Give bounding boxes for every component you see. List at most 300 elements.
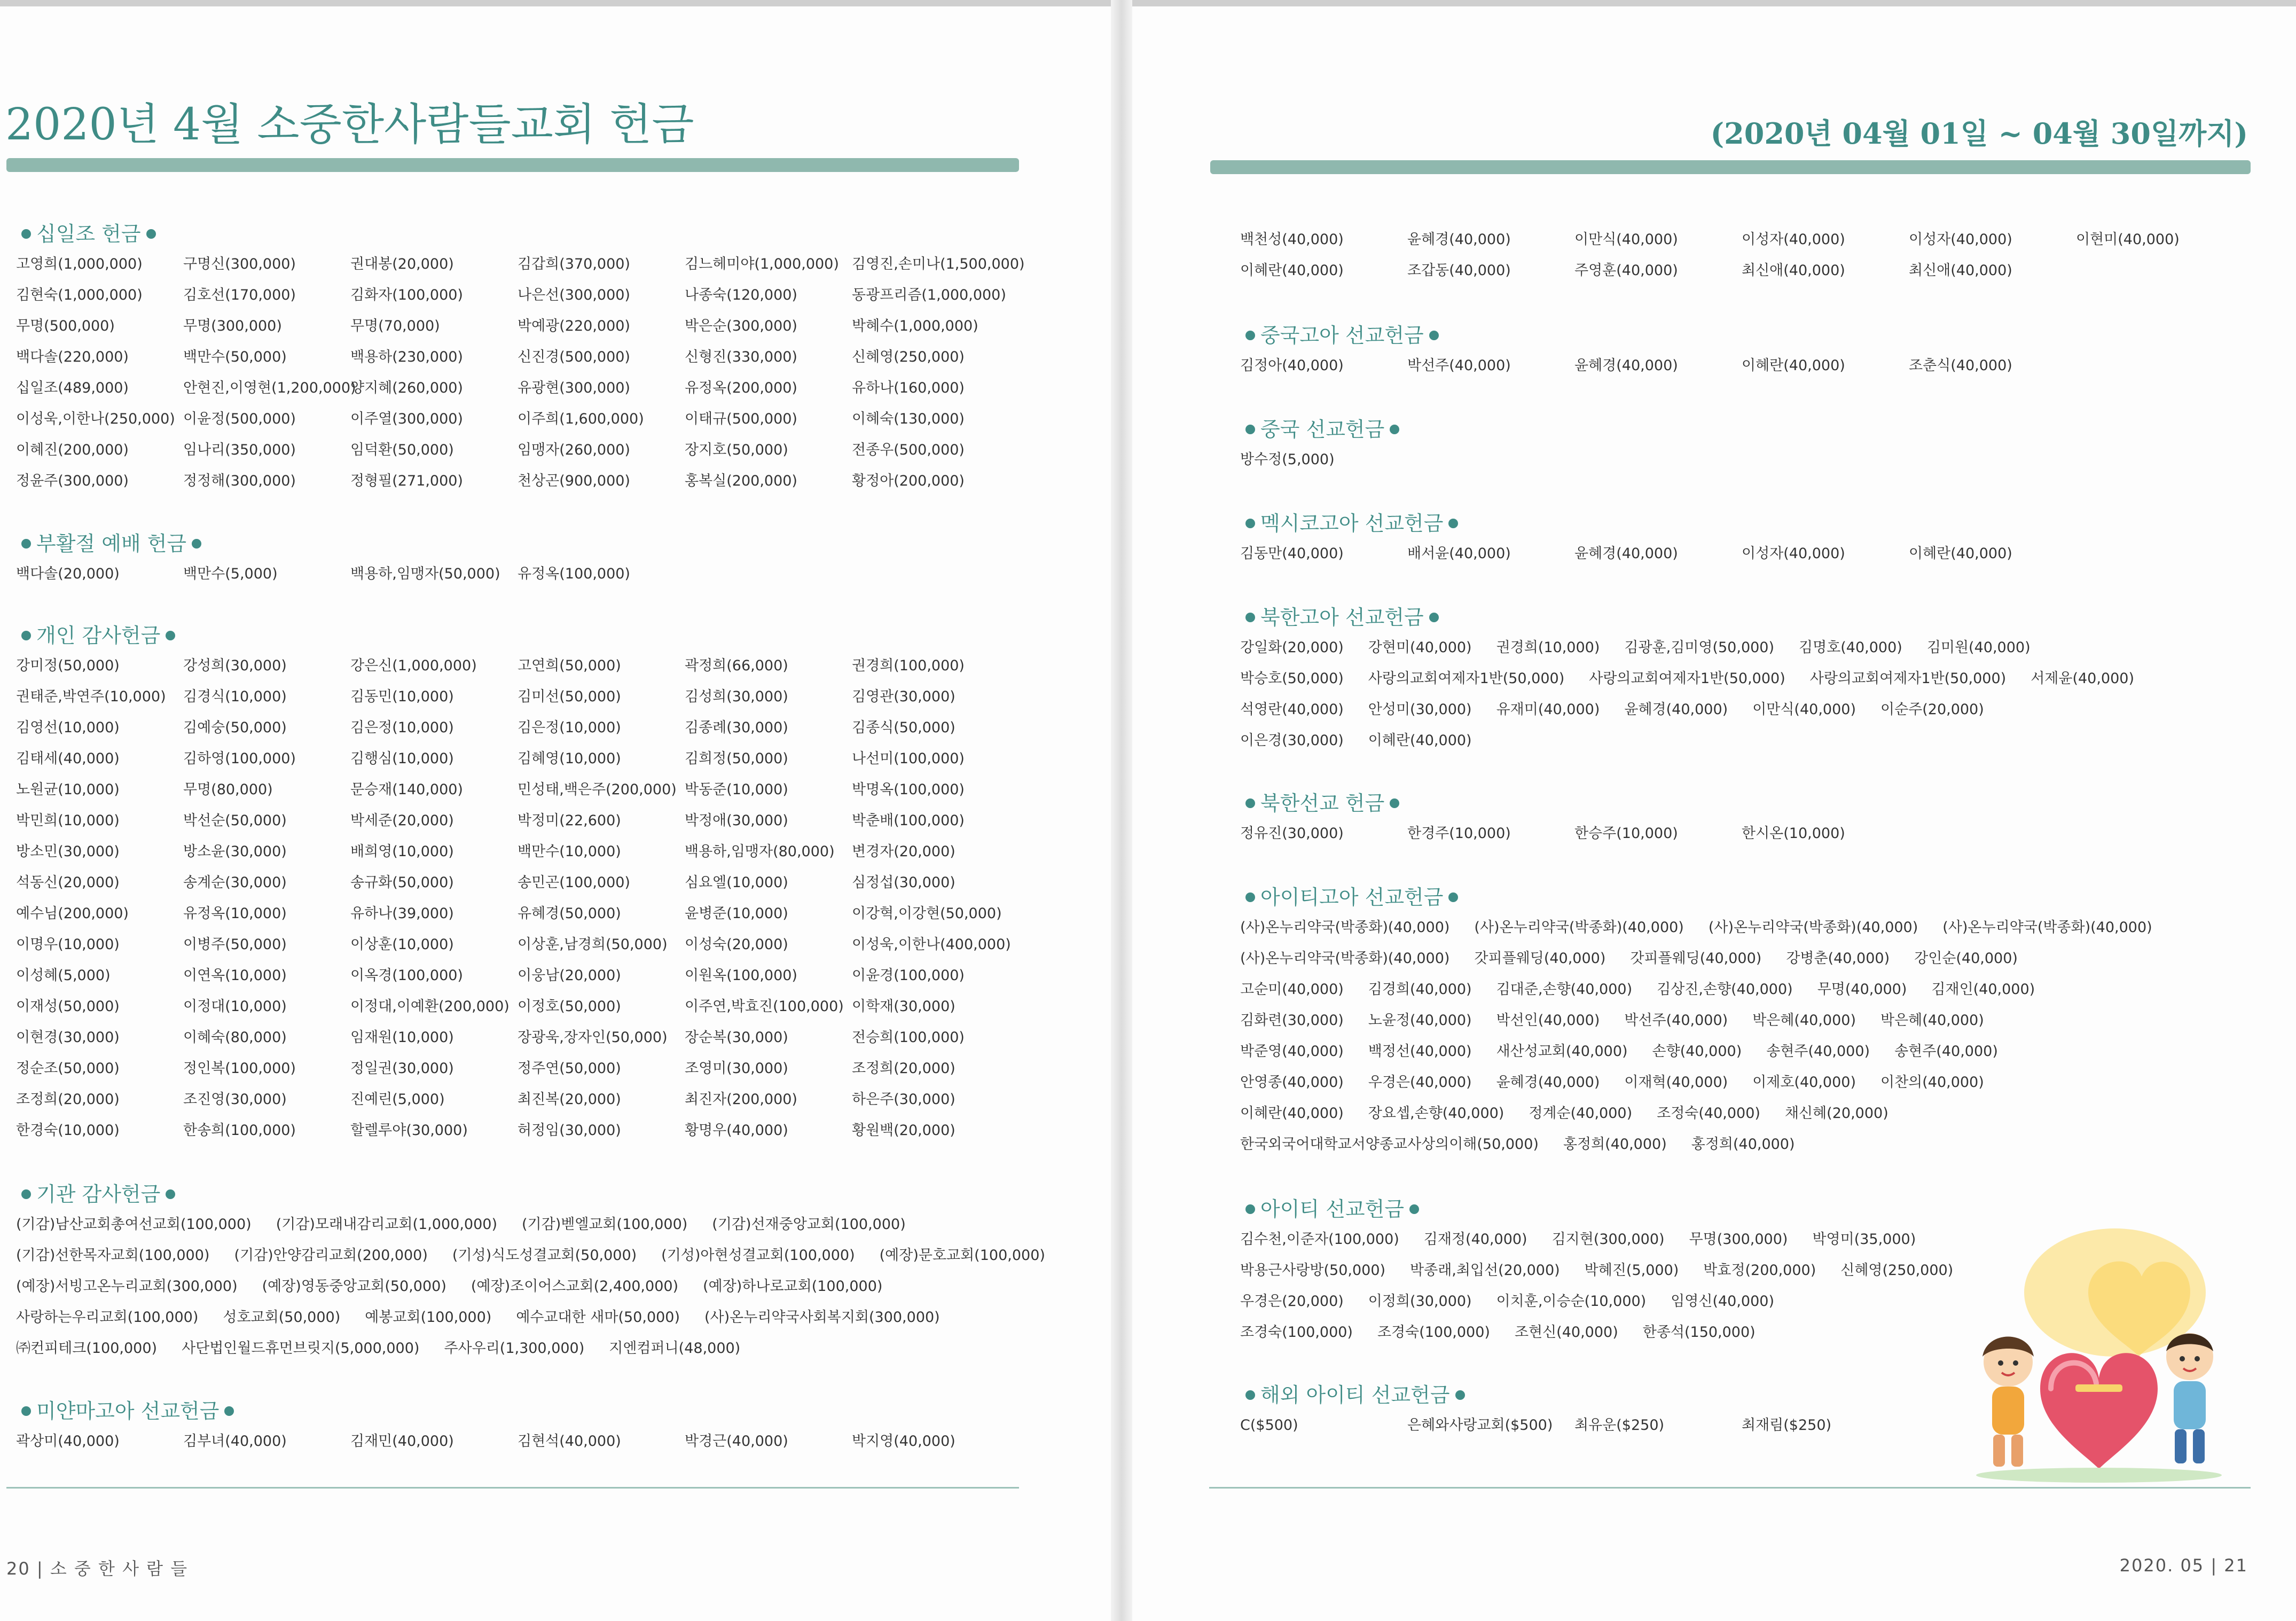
donor-entry: 김하영(100,000) xyxy=(183,750,296,767)
teal-dot-icon xyxy=(224,1406,234,1416)
section-title: 멕시코고아 선교헌금 xyxy=(1240,508,2243,538)
footer-rule xyxy=(1209,1487,2251,1489)
entry-grid xyxy=(16,559,1019,590)
donor-entry: 백다솔(220,000) xyxy=(16,349,129,365)
donor-entry: 손향(40,000) xyxy=(1652,1043,1742,1060)
right-page xyxy=(1132,0,2296,1621)
section-personal-thanks xyxy=(16,621,1019,1146)
donor-entry: 정순조(50,000) xyxy=(16,1060,120,1077)
donor-entry: 김경식(10,000) xyxy=(183,688,287,705)
donor-entry: 김재정(40,000) xyxy=(1423,1231,1527,1248)
section-china xyxy=(1240,414,2243,475)
entry-row xyxy=(1240,725,2159,756)
donor-entry: (사)온누리약국(박종화)(40,000) xyxy=(1708,919,1918,936)
donor-entry: 이혜숙(80,000) xyxy=(183,1029,287,1046)
page-footer xyxy=(2120,1555,2248,1576)
donor-entry: 할렐루야(30,000) xyxy=(350,1122,468,1139)
donor-entry: 조경숙(100,000) xyxy=(1377,1324,1490,1341)
entry-rows xyxy=(1240,912,2177,1160)
donor-entry: 신진경(500,000) xyxy=(518,349,630,365)
footer-rule xyxy=(6,1487,1019,1489)
donor-entry: 하은주(30,000) xyxy=(852,1091,955,1108)
donor-entry: 전종우(500,000) xyxy=(852,442,965,458)
date-range: (2020년 04월 01일 ~ 04월 30일까지) xyxy=(1710,116,2248,151)
entry-row xyxy=(16,1240,1070,1271)
donor-entry: 신형진(330,000) xyxy=(685,349,797,365)
donor-entry: 김광훈,김미영(50,000) xyxy=(1624,639,1775,656)
donor-entry: 십일조(489,000) xyxy=(16,380,129,396)
entry-row xyxy=(1240,694,2159,725)
donor-entry: 조경숙(100,000) xyxy=(1240,1324,1353,1341)
page-number: 20 xyxy=(6,1559,30,1579)
donor-entry: 박세준(20,000) xyxy=(350,812,454,829)
donor-entry: ㈜컨피테크(100,000) xyxy=(16,1340,158,1357)
donor-entry: 조정숙(40,000) xyxy=(1657,1105,1760,1122)
section-title: 아이티고아 선교헌금 xyxy=(1240,882,2177,912)
donor-entry: 박선주(40,000) xyxy=(1624,1012,1728,1029)
donor-entry: 임나리(350,000) xyxy=(183,442,296,458)
donor-entry: 유하나(39,000) xyxy=(350,905,454,922)
donor-entry: 김동민(10,000) xyxy=(350,688,454,705)
donor-entry: 석영란(40,000) xyxy=(1240,701,1344,718)
section-title: 개인 감사헌금 xyxy=(16,621,1019,651)
donor-entry: 채신혜(20,000) xyxy=(1784,1105,1888,1122)
donor-entry: 우경은(20,000) xyxy=(1240,1293,1344,1310)
teal-dot-icon xyxy=(192,539,201,549)
donor-entry: 김영진,손미나(1,500,000) xyxy=(852,256,1025,272)
donor-entry: (기감)벧엘교회(100,000) xyxy=(522,1216,688,1233)
donor-entry: 고영희(1,000,000) xyxy=(16,256,143,272)
donor-entry: 변경자(20,000) xyxy=(852,843,955,860)
teal-dot-icon xyxy=(146,229,156,239)
entry-row xyxy=(16,1209,1070,1240)
donor-entry: 고순미(40,000) xyxy=(1240,981,1344,998)
teal-dot-icon xyxy=(1429,613,1439,622)
donor-entry: 김현숙(1,000,000) xyxy=(16,287,143,303)
section-continued xyxy=(1240,224,2243,286)
entry-row xyxy=(1240,1098,2177,1129)
teal-dot-icon xyxy=(1409,1204,1419,1214)
donor-entry: 김호선(170,000) xyxy=(183,287,296,303)
donor-entry: 한승주(10,000) xyxy=(1574,825,1678,842)
entry-grid xyxy=(16,1426,1019,1457)
donor-entry: 조춘식(40,000) xyxy=(1909,357,2012,374)
donor-entry: 김느헤미야(1,000,000) xyxy=(685,256,839,272)
teal-dot-icon xyxy=(21,1189,31,1199)
donor-entry: 한시온(10,000) xyxy=(1742,825,1845,842)
donor-entry: 최유운($250) xyxy=(1574,1417,1665,1434)
donor-entry: 이정희(30,000) xyxy=(1368,1293,1472,1310)
entry-row xyxy=(16,1302,1070,1333)
donor-entry: 박용근사랑방(50,000) xyxy=(1240,1262,1386,1279)
donor-entry: 박정미(22,600) xyxy=(518,812,621,829)
section-title: 부활절 예배 헌금 xyxy=(16,529,1019,559)
donor-entry: 이강혁,이강현(50,000) xyxy=(852,905,1002,922)
donor-entry: 사랑하는우리교회(100,000) xyxy=(16,1309,199,1326)
donor-entry: (사)온누리약국(박종화)(40,000) xyxy=(1942,919,2152,936)
section-china-adopt xyxy=(1240,320,2243,381)
donor-entry: 이주연,박효진(100,000) xyxy=(685,998,844,1015)
donor-entry: 양지혜(260,000) xyxy=(350,380,463,396)
donor-entry: 김종례(30,000) xyxy=(685,719,788,736)
donor-entry: 박은혜(40,000) xyxy=(1752,1012,1856,1029)
donor-entry: 무명(80,000) xyxy=(183,781,273,798)
donor-entry: 갓피플웨딩(40,000) xyxy=(1630,950,1762,967)
donor-entry: 조영미(30,000) xyxy=(685,1060,788,1077)
donor-entry: 한송희(100,000) xyxy=(183,1122,296,1139)
donor-entry: 곽상미(40,000) xyxy=(16,1433,120,1450)
section-nk-adopt xyxy=(1240,602,2159,756)
donor-entry: (예장)영동중앙교회(50,000) xyxy=(262,1278,446,1295)
donor-entry: 나종숙(120,000) xyxy=(685,287,797,303)
section-title: 북한선교 헌금 xyxy=(1240,788,2243,818)
page-spine xyxy=(1111,0,1132,1621)
donor-entry: 예수교대한 새마(50,000) xyxy=(516,1309,680,1326)
entry-row xyxy=(1240,974,2177,1005)
donor-entry: 정주연(50,000) xyxy=(518,1060,621,1077)
donor-entry: 안영종(40,000) xyxy=(1240,1074,1344,1091)
title-underline-bar xyxy=(1210,160,2251,174)
donor-entry: 박승호(50,000) xyxy=(1240,670,1344,687)
donor-entry: (기감)모래내감리교회(1,000,000) xyxy=(276,1216,497,1233)
donor-entry: 윤혜경(40,000) xyxy=(1407,231,1511,248)
donor-entry: 동광프리즘(1,000,000) xyxy=(852,287,1006,303)
entry-grid xyxy=(1240,538,2243,569)
teal-dot-icon xyxy=(1455,1390,1465,1400)
section-title: 미얀마고아 선교헌금 xyxy=(16,1396,1019,1426)
donor-entry: 이재성(50,000) xyxy=(16,998,120,1015)
donor-entry: 이주열(300,000) xyxy=(350,411,463,427)
donor-entry: 이제호(40,000) xyxy=(1752,1074,1856,1091)
donor-entry: 무명(300,000) xyxy=(1689,1231,1788,1248)
section-title: 북한고아 선교헌금 xyxy=(1240,602,2159,632)
teal-dot-icon xyxy=(1448,892,1458,902)
donor-entry: (기감)남산교회총여선교회(100,000) xyxy=(16,1216,252,1233)
donor-entry: 정윤주(300,000) xyxy=(16,473,129,489)
donor-entry: 김영관(30,000) xyxy=(852,688,955,705)
donor-entry: 송계순(30,000) xyxy=(183,874,287,891)
donor-entry: (기감)선한목자교회(100,000) xyxy=(16,1247,210,1264)
issue-date: 2020. 05 xyxy=(2119,1555,2205,1576)
donor-entry: 이혜란(40,000) xyxy=(1742,357,1845,374)
donor-entry: 이찬의(40,000) xyxy=(1880,1074,1984,1091)
donor-entry: 사랑의교회여제자1반(50,000) xyxy=(1809,670,2007,687)
donor-entry: 박민희(10,000) xyxy=(16,812,120,829)
donor-entry: 한경주(10,000) xyxy=(1407,825,1511,842)
donor-entry: 김성희(30,000) xyxy=(685,688,788,705)
section-tithe xyxy=(16,219,1025,497)
donor-entry: 김예숭(50,000) xyxy=(183,719,287,736)
donor-entry: 이성욱,이한나(400,000) xyxy=(852,936,1011,953)
entry-grid xyxy=(1240,350,2243,381)
donor-entry: 김현석(40,000) xyxy=(518,1433,621,1450)
donor-entry: 이웅남(20,000) xyxy=(518,967,621,984)
donor-entry: 정형필(271,000) xyxy=(350,473,463,489)
footer-divider: | xyxy=(2211,1555,2224,1576)
donor-entry: 박효정(200,000) xyxy=(1703,1262,1816,1279)
donor-entry: 허정임(30,000) xyxy=(518,1122,621,1139)
donor-entry: 지엔컴퍼니(48,000) xyxy=(609,1340,741,1357)
entry-rows xyxy=(1240,632,2159,756)
entry-row xyxy=(1240,1036,2177,1067)
teal-dot-icon xyxy=(21,631,31,640)
donor-entry: 박경근(40,000) xyxy=(685,1433,788,1450)
page-title: 2020년 4월 소중한사람들교회 헌금 xyxy=(5,99,694,150)
donor-entry: 무명(70,000) xyxy=(350,318,440,334)
donor-entry: (예장)문호교회(100,000) xyxy=(879,1247,1045,1264)
donor-entry: 김경희(40,000) xyxy=(1368,981,1472,998)
donor-entry: 김미원(40,000) xyxy=(1926,639,2031,656)
page-footer xyxy=(6,1555,188,1580)
teal-dot-icon xyxy=(1245,1204,1255,1214)
donor-entry: 조갑동(40,000) xyxy=(1407,262,1511,279)
donor-entry: 임영신(40,000) xyxy=(1671,1293,1775,1310)
section-nk-mission xyxy=(1240,788,2243,849)
donor-entry: 박동준(10,000) xyxy=(685,781,788,798)
entry-grid xyxy=(1240,444,2243,475)
entry-row xyxy=(1240,1067,2177,1098)
donor-entry: 이성혜(5,000) xyxy=(16,967,111,984)
donor-entry: 한경숙(10,000) xyxy=(16,1122,120,1139)
donor-entry: 이상훈,남경희(50,000) xyxy=(518,936,668,953)
entry-row xyxy=(1240,1129,2177,1160)
donor-entry: 방수정(5,000) xyxy=(1240,451,1335,468)
donor-entry: 김종식(50,000) xyxy=(852,719,955,736)
donor-entry: 박지영(40,000) xyxy=(852,1433,955,1450)
donor-entry: 성호교회(50,000) xyxy=(223,1309,341,1326)
donor-entry: 백만수(5,000) xyxy=(183,566,278,582)
donor-entry: 이순주(20,000) xyxy=(1880,701,1984,718)
donor-entry: 김재인(40,000) xyxy=(1931,981,2035,998)
donor-entry: 안성미(30,000) xyxy=(1368,701,1472,718)
section-haiti-mission xyxy=(1240,1194,1978,1348)
donor-entry: 김명호(40,000) xyxy=(1799,639,1902,656)
donor-entry: 정정해(300,000) xyxy=(183,473,296,489)
donor-entry: 조진영(30,000) xyxy=(183,1091,287,1108)
donor-entry: 강현미(40,000) xyxy=(1368,639,1472,656)
donor-entry: 이은경(30,000) xyxy=(1240,732,1344,749)
donor-entry: 백천성(40,000) xyxy=(1240,231,1344,248)
donor-entry: 박혜수(1,000,000) xyxy=(852,318,978,334)
donor-entry: 이현경(30,000) xyxy=(16,1029,120,1046)
donor-entry: 유정옥(200,000) xyxy=(685,380,797,396)
donor-entry: 정일권(30,000) xyxy=(350,1060,454,1077)
donor-entry: 이윤정(500,000) xyxy=(183,411,296,427)
donor-entry: 정인복(100,000) xyxy=(183,1060,296,1077)
donor-entry: 강은신(1,000,000) xyxy=(350,657,477,674)
donor-entry: 이혜란(40,000) xyxy=(1909,545,2012,562)
donor-entry: 주사우리(1,300,000) xyxy=(444,1340,585,1357)
donor-entry: 강성희(30,000) xyxy=(183,657,287,674)
donor-entry: 한종석(150,000) xyxy=(1642,1324,1756,1341)
section-org-thanks xyxy=(16,1179,1070,1364)
teal-dot-icon xyxy=(1245,1390,1255,1400)
donor-entry: 송현주(40,000) xyxy=(1894,1043,1998,1060)
donor-entry: (예장)서빙고온누리교회(300,000) xyxy=(16,1278,238,1295)
donor-entry: (사)온누리약국(박종화)(40,000) xyxy=(1240,950,1450,967)
donor-entry: 예봉교회(100,000) xyxy=(365,1309,492,1326)
entry-row xyxy=(16,1333,1070,1364)
donor-entry: 김혜영(10,000) xyxy=(518,750,621,767)
donor-entry: 박예광(220,000) xyxy=(518,318,630,334)
donor-entry: 김동만(40,000) xyxy=(1240,545,1344,562)
donor-entry: 이옥경(100,000) xyxy=(350,967,463,984)
donor-entry: 최진복(20,000) xyxy=(518,1091,621,1108)
donor-entry: 장광욱,장자인(50,000) xyxy=(518,1029,668,1046)
teal-dot-icon xyxy=(1245,519,1255,528)
donor-entry: 무명(40,000) xyxy=(1817,981,1907,998)
donor-entry: 한국외국어대학교서양종교사상의이해(50,000) xyxy=(1240,1136,1539,1153)
donor-entry: 박종래,최입선(20,000) xyxy=(1410,1262,1560,1279)
donor-entry: 무명(500,000) xyxy=(16,318,115,334)
donor-entry: 방소윤(30,000) xyxy=(183,843,287,860)
donor-entry: 백용하,임맹자(50,000) xyxy=(350,566,500,582)
donor-entry: 이성자(40,000) xyxy=(1742,231,1845,248)
donor-entry: 박명옥(100,000) xyxy=(852,781,965,798)
donor-entry: 장순복(30,000) xyxy=(685,1029,788,1046)
teal-dot-icon xyxy=(21,229,31,239)
donor-entry: 곽정희(66,000) xyxy=(685,657,788,674)
donor-entry: 백용하(230,000) xyxy=(350,349,463,365)
donor-entry: 강병춘(40,000) xyxy=(1786,950,1890,967)
donor-entry: 사단법인월드휴먼브릿지(5,000,000) xyxy=(182,1340,420,1357)
donor-entry: 나선미(100,000) xyxy=(852,750,965,767)
donor-entry: 이원옥(100,000) xyxy=(685,967,797,984)
donor-entry: 정계순(40,000) xyxy=(1529,1105,1633,1122)
donor-entry: 황정아(200,000) xyxy=(852,473,965,489)
teal-dot-icon xyxy=(21,1406,31,1416)
section-title: 아이티 선교헌금 xyxy=(1240,1194,1978,1224)
donor-entry: 김화자(100,000) xyxy=(350,287,463,303)
donor-entry: 김행심(10,000) xyxy=(350,750,454,767)
entry-grid xyxy=(1240,224,2243,286)
donor-entry: 갓피플웨딩(40,000) xyxy=(1474,950,1606,967)
donor-entry: 최재림($250) xyxy=(1742,1417,1832,1434)
donor-entry: (기감)안양감리교회(200,000) xyxy=(234,1247,428,1264)
donor-entry: 김상진,손향(40,000) xyxy=(1657,981,1793,998)
donor-entry: 이혜란(40,000) xyxy=(1368,732,1472,749)
donor-entry: 임재원(10,000) xyxy=(350,1029,454,1046)
donor-entry: 김대준,손향(40,000) xyxy=(1496,981,1633,998)
donor-entry: 이윤경(100,000) xyxy=(852,967,965,984)
donor-entry: 안현진,이영현(1,200,000) xyxy=(183,380,356,396)
donor-entry: 주영훈(40,000) xyxy=(1574,262,1678,279)
section-title: 십일조 헌금 xyxy=(16,219,1019,249)
donor-entry: 이학재(30,000) xyxy=(852,998,955,1015)
donor-entry: 사랑의교회여제자1반(50,000) xyxy=(1368,670,1565,687)
donor-entry: 권대봉(20,000) xyxy=(350,256,454,272)
donor-entry: 이상훈(10,000) xyxy=(350,936,454,953)
donor-entry: 신혜영(250,000) xyxy=(852,349,965,365)
section-haiti-adopt xyxy=(1240,882,2177,1160)
donor-entry: 윤혜경(40,000) xyxy=(1496,1074,1600,1091)
donor-entry: (기감)선재중앙교회(100,000) xyxy=(712,1216,906,1233)
donor-entry: 김수천,이준자(100,000) xyxy=(1240,1231,1399,1248)
donor-entry: 강미정(50,000) xyxy=(16,657,120,674)
donor-entry: 박혜진(5,000) xyxy=(1584,1262,1679,1279)
donor-entry: 박선인(40,000) xyxy=(1496,1012,1600,1029)
donor-entry: 권태준,박연주(10,000) xyxy=(16,688,166,705)
donor-entry: 전승희(100,000) xyxy=(852,1029,965,1046)
teal-dot-icon xyxy=(1245,798,1255,808)
left-page xyxy=(0,0,1111,1621)
donor-entry: 홍복실(200,000) xyxy=(685,473,797,489)
donor-entry: 송현주(40,000) xyxy=(1766,1043,1870,1060)
donor-entry: 임덕환(50,000) xyxy=(350,442,454,458)
donor-entry: 이주희(1,600,000) xyxy=(518,411,644,427)
donor-entry: 노원균(10,000) xyxy=(16,781,120,798)
donor-entry: 박준영(40,000) xyxy=(1240,1043,1344,1060)
donor-entry: 이혜란(40,000) xyxy=(1240,1105,1344,1122)
donor-entry: 권경희(100,000) xyxy=(852,657,965,674)
magazine-name: 소 중 한 사 람 들 xyxy=(50,1559,189,1579)
donor-entry: 새산성교회(40,000) xyxy=(1496,1043,1628,1060)
donor-entry: 김영선(10,000) xyxy=(16,719,120,736)
section-easter xyxy=(16,529,1019,590)
teal-dot-icon xyxy=(1245,613,1255,622)
teal-dot-icon xyxy=(1448,519,1458,528)
donor-entry: 이혜진(200,000) xyxy=(16,442,129,458)
donor-entry: 강인순(40,000) xyxy=(1914,950,2018,967)
section-title: 중국고아 선교헌금 xyxy=(1240,320,2243,350)
entry-row xyxy=(1240,912,2177,943)
donor-entry: 노윤정(40,000) xyxy=(1368,1012,1472,1029)
donor-entry: 이성욱,이한나(250,000) xyxy=(16,411,175,427)
entry-row xyxy=(1240,663,2159,694)
donor-entry: 이만식(40,000) xyxy=(1752,701,1856,718)
donor-entry: 김화련(30,000) xyxy=(1240,1012,1344,1029)
donor-entry: 심정섭(30,000) xyxy=(852,874,955,891)
entry-rows xyxy=(16,1209,1070,1364)
donor-entry: 사랑의교회여제자1반(50,000) xyxy=(1589,670,1785,687)
donor-entry: 이성자(40,000) xyxy=(1909,231,2012,248)
donor-entry: 김지현(300,000) xyxy=(1551,1231,1665,1248)
donor-entry: 문승재(140,000) xyxy=(350,781,463,798)
teal-dot-icon xyxy=(1245,425,1255,434)
teal-dot-icon xyxy=(166,1189,175,1199)
donor-entry: 이만식(40,000) xyxy=(1574,231,1678,248)
teal-dot-icon xyxy=(1429,331,1439,340)
donor-entry: C($500) xyxy=(1240,1417,1298,1434)
donor-entry: 신혜영(250,000) xyxy=(1840,1262,1954,1279)
donor-entry: 김갑희(370,000) xyxy=(518,256,630,272)
donor-entry: 이정대,이예환(200,000) xyxy=(350,998,510,1015)
donor-entry: 임맹자(260,000) xyxy=(518,442,630,458)
donor-entry: 최신애(40,000) xyxy=(1742,262,1845,279)
donor-entry: 유재미(40,000) xyxy=(1496,701,1600,718)
entry-row xyxy=(1240,943,2177,974)
entry-row xyxy=(1240,1224,1978,1255)
donor-entry: 홍정희(40,000) xyxy=(1691,1136,1795,1153)
donor-entry: 이명우(10,000) xyxy=(16,936,120,953)
teal-dot-icon xyxy=(1390,425,1399,434)
donor-entry: 이정호(50,000) xyxy=(518,998,621,1015)
donor-entry: 정유진(30,000) xyxy=(1240,825,1344,842)
donor-entry: 이병주(50,000) xyxy=(183,936,287,953)
donor-entry: 박은순(300,000) xyxy=(685,318,797,334)
donor-entry: 권경희(10,000) xyxy=(1496,639,1600,656)
page-number: 21 xyxy=(2224,1555,2248,1576)
donor-entry: 조정희(20,000) xyxy=(852,1060,955,1077)
donor-entry: 박선주(40,000) xyxy=(1407,357,1511,374)
donor-entry: (기성)아현성결교회(100,000) xyxy=(661,1247,855,1264)
donor-entry: 송민곤(100,000) xyxy=(518,874,630,891)
donor-entry: 고연희(50,000) xyxy=(518,657,621,674)
donor-entry: (사)온누리약국사회복지회(300,000) xyxy=(704,1309,940,1326)
donor-entry: 이치훈,이승순(10,000) xyxy=(1496,1293,1647,1310)
donor-entry: 구명신(300,000) xyxy=(183,256,296,272)
donor-entry: (기성)식도성결교회(50,000) xyxy=(452,1247,637,1264)
